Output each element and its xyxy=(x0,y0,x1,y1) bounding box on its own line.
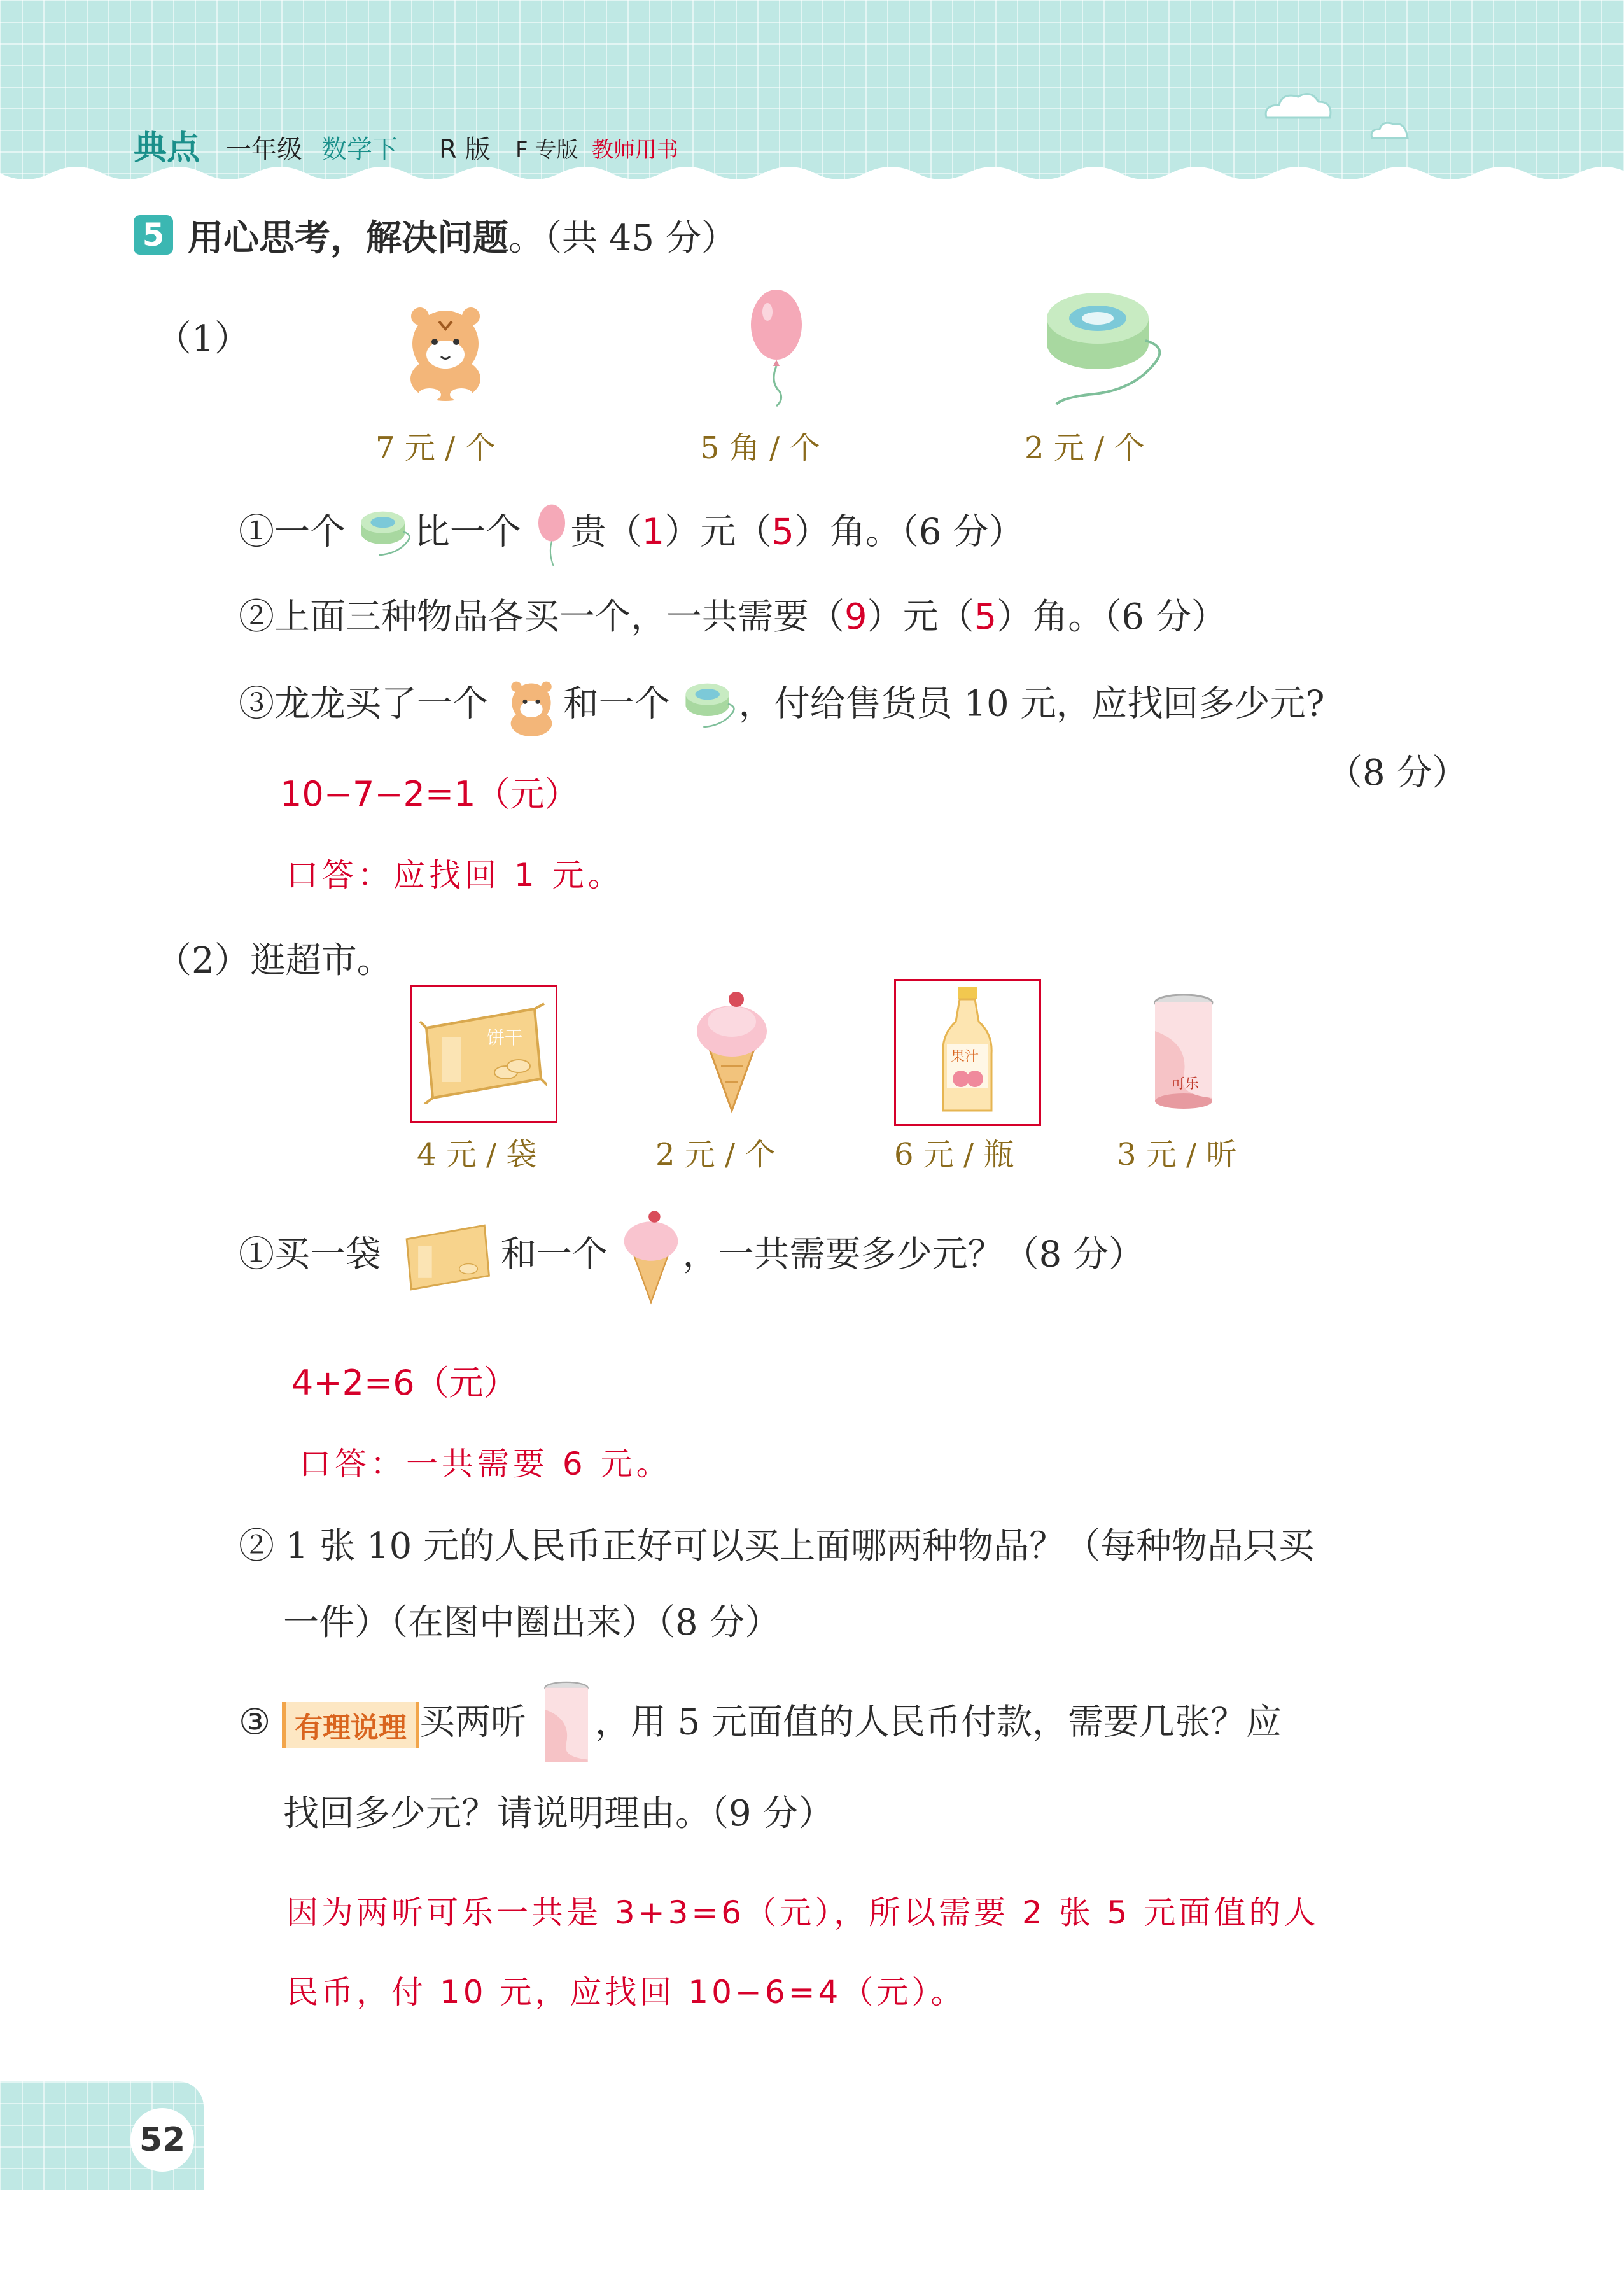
q2-label: （2）逛超市。 xyxy=(156,940,393,981)
cloud-icon xyxy=(1260,89,1336,127)
q2-sub3-post: ，用 5 元面值的人民币付款，需要几张？应 xyxy=(594,1701,1282,1743)
q1-sub2-answer-jiao: 5 xyxy=(974,596,997,638)
juice-bottle-text: 果汁 xyxy=(951,1049,979,1065)
q1-label: （1） xyxy=(156,318,250,360)
q1-sub1-answer-jiao: 5 xyxy=(771,511,794,553)
price-yoyo: 2 元 / 个 xyxy=(1025,430,1145,466)
section-title xyxy=(188,210,737,261)
q2-sub1-post: ，一共需要多少元？（8 分） xyxy=(682,1234,1145,1276)
q1-sub1 xyxy=(239,503,1024,566)
q1-sub1-pre: ①一个 xyxy=(239,511,346,553)
price-tiger: 7 元 / 个 xyxy=(375,430,496,466)
q2-sub3-line2: 找回多少元？请说明理由。（9 分） xyxy=(283,1793,834,1834)
brand-logo xyxy=(134,121,220,165)
q2-sub3-answer-line1: 因为两听可乐一共是 3+3=6（元），所以需要 2 张 5 元面值的人 xyxy=(286,1894,1319,1931)
edition-label: R 版 xyxy=(439,135,491,164)
q1-sub2 xyxy=(239,589,1227,640)
section-number-badge: 5 xyxy=(134,215,173,255)
tiger-toy-icon xyxy=(391,296,500,404)
juice-bottle-icon xyxy=(935,983,999,1117)
special-edition-label: F 专版 xyxy=(515,137,578,163)
q2-sub1-mid: 和一个 xyxy=(500,1234,608,1276)
ice-cream-icon xyxy=(619,1209,683,1305)
yoyo-icon xyxy=(1037,283,1171,411)
q2-sub2-line1: ② 1 张 10 元的人民币正好可以买上面哪两种物品？（每种物品只买 xyxy=(239,1526,1315,1567)
cola-can-text: 可乐 xyxy=(1171,1076,1200,1092)
yoyo-icon xyxy=(357,506,414,563)
cola-can-icon xyxy=(1145,993,1222,1111)
q2-sub3-pre: 买两听 xyxy=(419,1701,527,1743)
price-biscuit: 4 元 / 袋 xyxy=(417,1137,537,1172)
price-ice-cream: 2 元 / 个 xyxy=(655,1137,776,1172)
q2-sub1-answer-reply: 口答：一共需要 6 元。 xyxy=(299,1445,672,1482)
q1-sub3-post: ，付给售货员 10 元，应找回多少元? xyxy=(738,683,1325,725)
section-title-text: 用心思考，解决问题 xyxy=(188,218,508,259)
logo-text: 典点 xyxy=(134,129,200,167)
q1-sub3-score: （8 分） xyxy=(1327,752,1468,794)
q2-sub3-num: ③ xyxy=(239,1701,271,1743)
header-wave-divider xyxy=(0,167,1624,192)
q1-sub3-answer-reply: 口答：应找回 1 元。 xyxy=(286,857,624,894)
section-score: 。（共 45 分） xyxy=(508,218,737,259)
tiger-toy-icon xyxy=(500,675,563,738)
grade-label: 一年级 xyxy=(226,135,302,164)
q2-sub2-line2: 一件）（在图中圈出来）（8 分） xyxy=(283,1602,781,1643)
subject-label: 数学下 xyxy=(321,135,398,164)
balloon-icon xyxy=(745,286,808,407)
price-balloon: 5 角 / 个 xyxy=(700,430,820,466)
biscuit-bag-icon xyxy=(417,1002,547,1104)
yoyo-icon xyxy=(682,678,739,735)
q1-sub3 xyxy=(239,675,1325,738)
q1-sub1-mid: 比一个 xyxy=(414,511,521,553)
balloon-icon xyxy=(533,503,571,566)
teacher-edition-label: 教师用书 xyxy=(592,137,678,163)
ice-cream-icon xyxy=(690,990,773,1114)
q1-sub2-answer-yuan: 9 xyxy=(844,596,867,638)
biscuit-bag-text: 饼干 xyxy=(487,1027,523,1048)
q2-sub3 xyxy=(239,1680,1282,1769)
q1-sub1-post3: ）角。（6 分） xyxy=(794,511,1025,553)
q1-sub3-pre: ③龙龙买了一个 xyxy=(239,683,488,725)
reasoning-badge: 有理说理 xyxy=(282,1702,419,1748)
q1-sub1-post2: ）元（ xyxy=(664,511,772,553)
q1-sub3-answer-calc: 10−7−2=1（元） xyxy=(280,774,579,814)
price-juice: 6 元 / 瓶 xyxy=(894,1137,1014,1172)
q1-sub2-post: ）角。（6 分） xyxy=(997,596,1227,638)
cola-can-icon xyxy=(538,1680,595,1769)
q1-sub3-mid: 和一个 xyxy=(563,683,670,725)
cloud-icon xyxy=(1368,118,1413,143)
price-cola: 3 元 / 听 xyxy=(1117,1137,1237,1172)
q1-sub1-post1: 贵（ xyxy=(570,511,642,553)
q2-sub1 xyxy=(239,1209,1144,1305)
page-number: 52 xyxy=(130,2108,194,2172)
biscuit-bag-icon xyxy=(393,1221,501,1294)
q2-sub1-pre: ①买一袋 xyxy=(239,1234,381,1276)
q1-sub2-mid: ）元（ xyxy=(867,596,974,638)
q1-sub2-pre: ②上面三种物品各买一个，一共需要（ xyxy=(239,596,844,638)
q2-sub1-answer-calc: 4+2=6（元） xyxy=(291,1363,518,1403)
q1-sub1-answer-yuan: 1 xyxy=(641,511,665,553)
q2-sub3-answer-line2: 民币，付 10 元，应找回 10−6=4（元）。 xyxy=(286,1974,966,2011)
